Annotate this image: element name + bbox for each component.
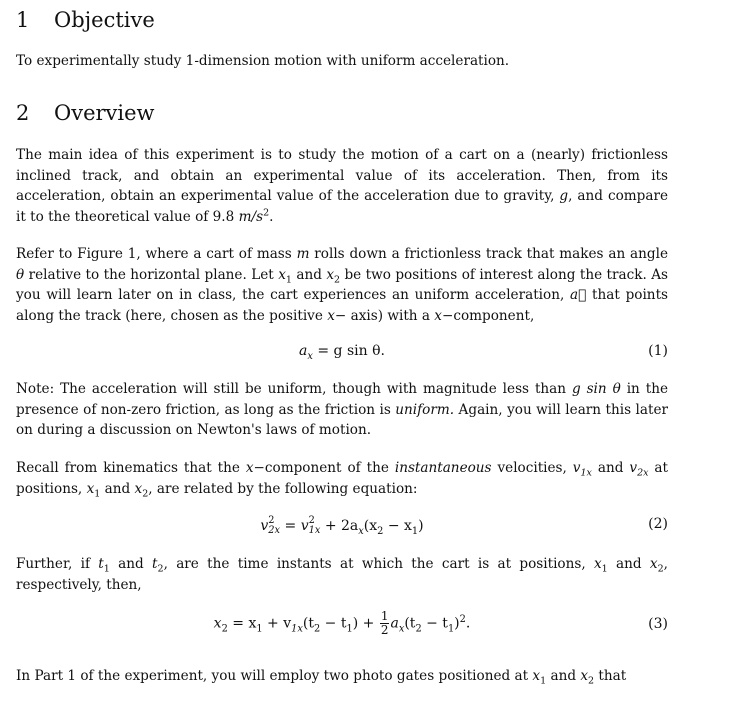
overview-paragraph-6: In Part 1 of the experiment, you will employ two photo gates positioned at $x_1$ and $x_2$ that [16,668,627,687]
equation-1: $a_x = g$ sin θ. (1) [299,343,668,362]
overview-paragraph-1: The main idea of this experiment is to study the motion of a cart on a (nearly) frictionless inclined track, and obtain an experimental value of its acceleration. Then, from its acceleration, obtain an experimental value of the acceleration due to gravity, g, and compare it to the theoretical value of 9.8 $m/s^2$. [16,147,669,225]
overview-paragraph-4: Recall from kinematics that the x−component of the instantaneous velocities, $v_{1x}$ and $v_{2x}$ at positions, $x_1$ and $x_2$, are related by the following equation: [16,460,668,500]
overview-paragraph-3: Note: The acceleration will still be uniform, though with magnitude less than g sin θ in the presence of non-zero friction, as long as the friction is uniform. Again, you will learn this later on during a discussion on Newton's laws of motion. [16,381,668,439]
objective-text: To experimentally study 1-dimension motion with uniform acceleration. [16,53,510,69]
equation-number: (1) [648,343,668,359]
equation-number: (3) [648,616,668,632]
equation-3: $x_2 = x_1 + v_{1x}(t_2 - t_1)$ + $\frac{1}{2}$ $a_x(t_2 - t_1)^2$. (3) [213,609,668,637]
overview-paragraph-2: Refer to Figure 1, where a cart of mass m rolls down a frictionless track that makes an angle θ relative to the horizontal plane. Let $x_1$ and $x_2$ be two positions of interest along the track. As you will learn later on in class, the cart experiences an uniform acceleration, a⃗ that points along the track (here, chosen as the positive x− axis) with a x−component, [16,246,669,324]
section-heading-overview: 2 Overview [16,101,155,125]
section-heading-objective: 1 Objective [16,8,155,32]
equation-2: v 2 2x = v 2 1x + $2a_x(x_2 - x_1)$ (2) [260,515,668,537]
fraction-one-half: $\frac{1}{2}$ [380,609,389,637]
overview-paragraph-5: Further, if $t_1$ and $t_2$, are the time instants at which the cart is at positions, $x_1$ and $x_2$, respectively, then, [16,556,668,593]
equation-number: (2) [648,516,668,532]
